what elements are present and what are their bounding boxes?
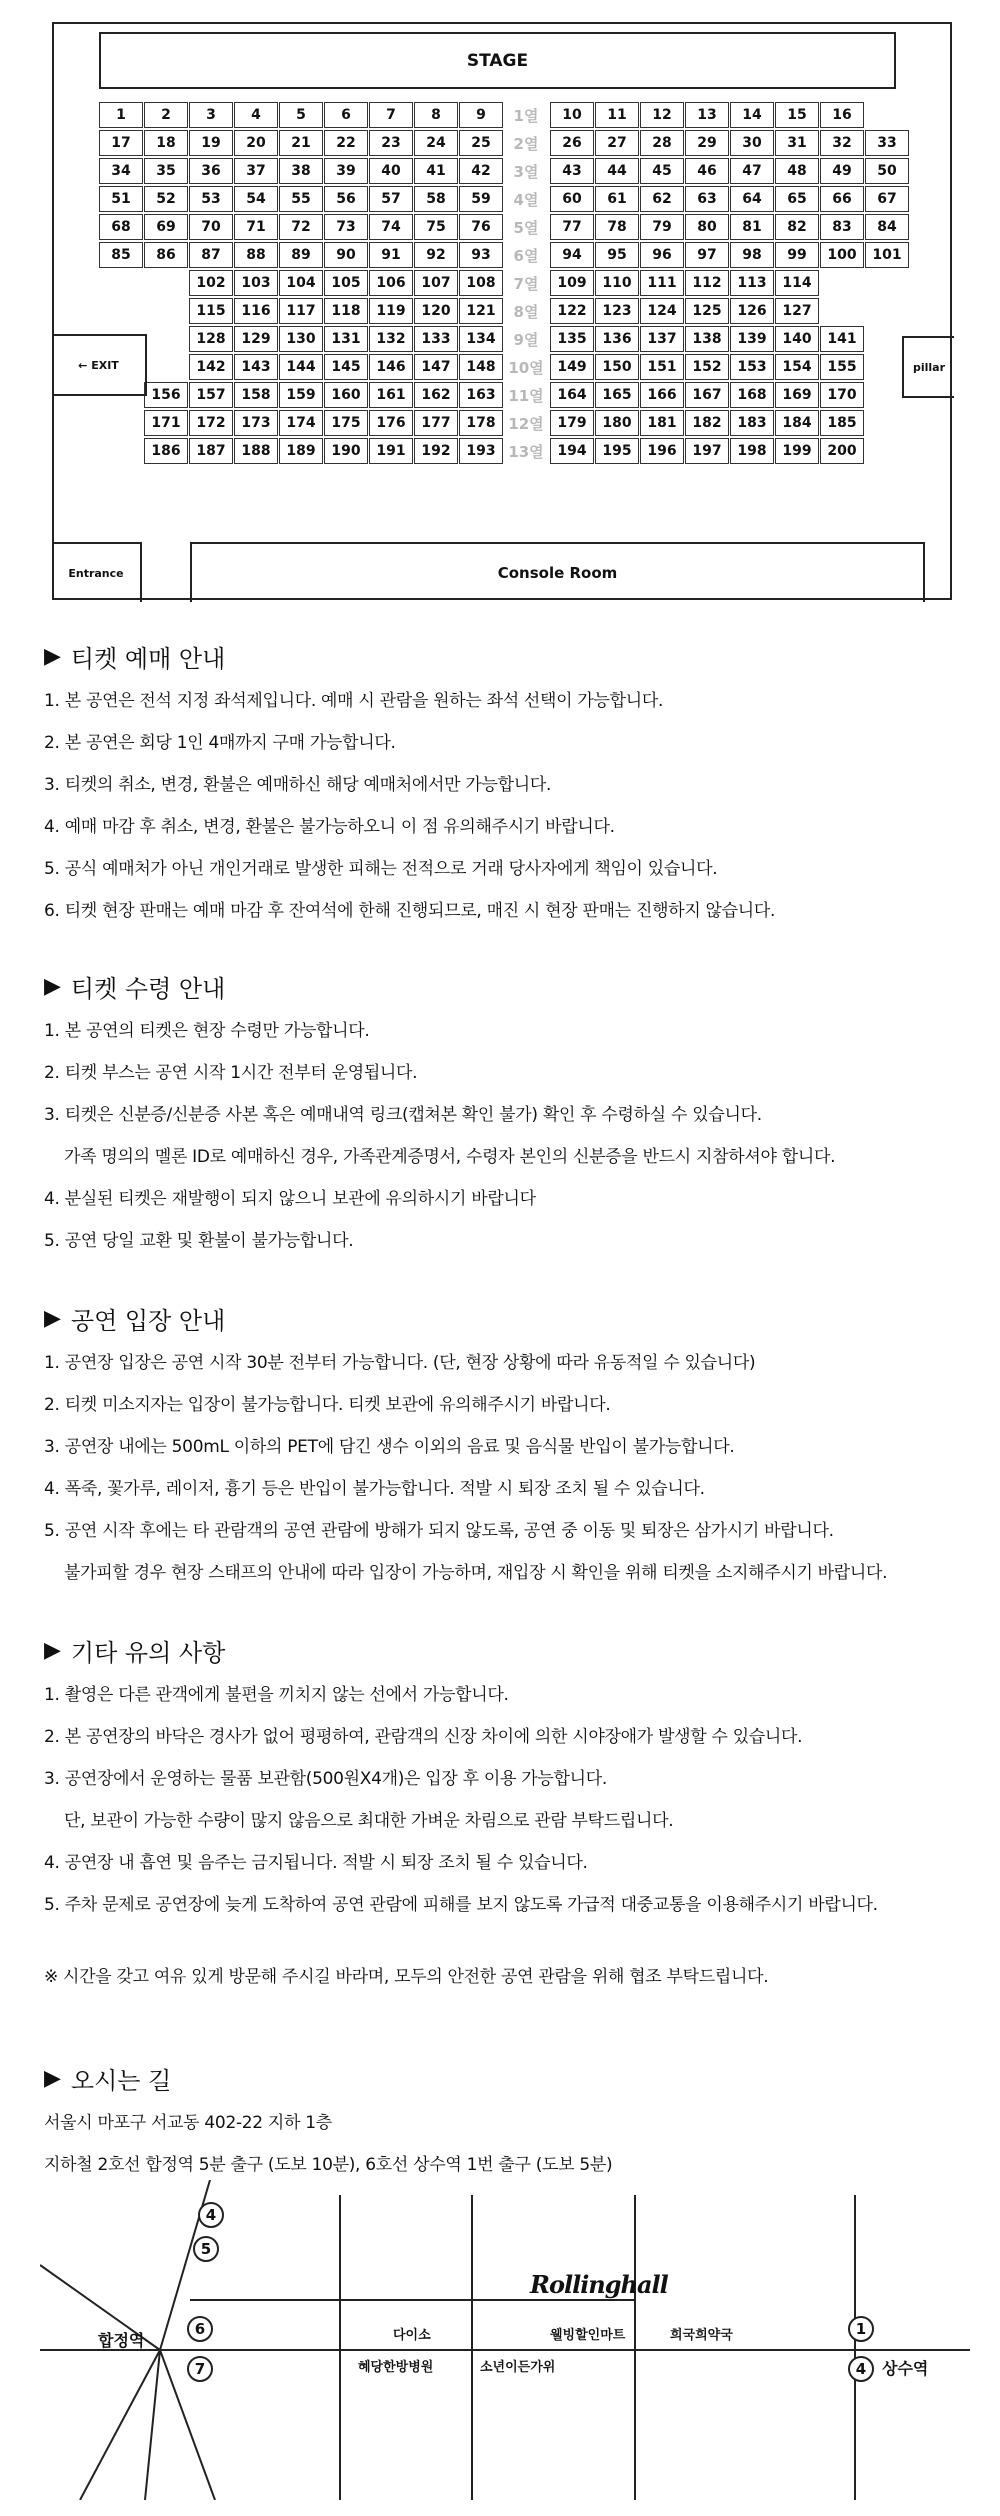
seat: 122	[550, 298, 594, 324]
seat: 132	[369, 326, 413, 352]
pillar-label: pillar	[902, 336, 954, 398]
seat: 56	[324, 186, 368, 212]
seat: 67	[865, 186, 909, 212]
notice-line: 4. 폭죽, 꽃가루, 레이저, 흉기 등은 반입이 불가능합니다. 적발 시 퇴장 조치 될 수 있습니다.	[44, 1479, 705, 1499]
row-label: 11열	[508, 386, 544, 405]
seat: 99	[775, 242, 819, 268]
seat: 100	[820, 242, 864, 268]
exit-label: ← EXIT	[52, 334, 147, 396]
seat: 183	[730, 410, 774, 436]
seat: 160	[324, 382, 368, 408]
seat: 29	[685, 130, 729, 156]
seat: 171	[144, 410, 188, 436]
seat: 35	[144, 158, 188, 184]
notice-line: 3. 공연장에서 운영하는 물품 보관함(500원X4개)은 입장 후 이용 가능합니다.	[44, 1769, 607, 1789]
row-label: 10열	[508, 358, 544, 377]
seat: 144	[279, 354, 323, 380]
seat: 17	[99, 130, 143, 156]
notice-line: 단, 보관이 가능한 수량이 많지 않음으로 최대한 가벼운 차림으로 관람 부탁드립니다.	[64, 1811, 674, 1831]
notice-line: 불가피할 경우 현장 스태프의 안내에 따라 입장이 가능하며, 재입장 시 확인을 위해 티켓을 소지해주시기 바랍니다.	[64, 1563, 888, 1583]
seat: 3	[189, 102, 233, 128]
row-label: 3열	[513, 162, 539, 181]
notice-line: 4. 공연장 내 흡연 및 음주는 금지됩니다. 적발 시 퇴장 조치 될 수 있습니다.	[44, 1853, 588, 1873]
seat: 175	[324, 410, 368, 436]
notice-line: 4. 예매 마감 후 취소, 변경, 환불은 불가능하오니 이 점 유의해주시기 바랍니다.	[44, 817, 615, 837]
seat: 135	[550, 326, 594, 352]
seat: 36	[189, 158, 233, 184]
seat: 114	[775, 270, 819, 296]
seat: 120	[414, 298, 458, 324]
seat: 19	[189, 130, 233, 156]
section-title	[44, 1632, 974, 1668]
seat: 96	[640, 242, 684, 268]
notice-line: 5. 공연 당일 교환 및 환불이 불가능합니다.	[44, 1231, 354, 1251]
admission-section	[44, 1300, 974, 1594]
rollinghall-logo: Rollinghall	[530, 2270, 668, 2299]
seat: 70	[189, 214, 233, 240]
seat: 31	[775, 130, 819, 156]
triangle-icon: ▶	[44, 643, 61, 669]
notice-line: 1. 본 공연은 전석 지정 좌석제입니다. 예매 시 관람을 원하는 좌석 선택이 가능합니다.	[44, 691, 664, 711]
ticket-pickup-section	[44, 968, 974, 1262]
seat: 23	[369, 130, 413, 156]
seat: 119	[369, 298, 413, 324]
seat: 39	[324, 158, 368, 184]
seat: 47	[730, 158, 774, 184]
seat: 150	[595, 354, 639, 380]
seat: 30	[730, 130, 774, 156]
triangle-icon: ▶	[44, 1637, 61, 1663]
seat: 82	[775, 214, 819, 240]
seat: 110	[595, 270, 639, 296]
seat: 65	[775, 186, 819, 212]
daiso-label: 다이소	[393, 2328, 431, 2343]
seat: 95	[595, 242, 639, 268]
seat: 146	[369, 354, 413, 380]
seat: 156	[144, 382, 188, 408]
seat: 126	[730, 298, 774, 324]
seat: 199	[775, 438, 819, 464]
seat: 1	[99, 102, 143, 128]
seat: 177	[414, 410, 458, 436]
notice-line: 2. 본 공연은 회당 1인 4매까지 구매 가능합니다.	[44, 733, 396, 753]
pharmacy-label: 희국희약국	[670, 2328, 733, 2343]
seat: 125	[685, 298, 729, 324]
seat: 101	[865, 242, 909, 268]
seat: 149	[550, 354, 594, 380]
seat: 9	[459, 102, 503, 128]
seat: 93	[459, 242, 503, 268]
seat: 187	[189, 438, 233, 464]
seat: 88	[234, 242, 278, 268]
seat: 103	[234, 270, 278, 296]
seat: 108	[459, 270, 503, 296]
seat: 185	[820, 410, 864, 436]
seat: 5	[279, 102, 323, 128]
row-label: 5열	[513, 218, 539, 237]
seat: 38	[279, 158, 323, 184]
seat: 50	[865, 158, 909, 184]
seat: 60	[550, 186, 594, 212]
seat: 102	[189, 270, 233, 296]
seat: 139	[730, 326, 774, 352]
seat: 54	[234, 186, 278, 212]
seat: 166	[640, 382, 684, 408]
seat: 179	[550, 410, 594, 436]
seat: 21	[279, 130, 323, 156]
map-roads	[40, 2180, 970, 2500]
seat: 79	[640, 214, 684, 240]
row-label: 6열	[513, 246, 539, 265]
seat: 106	[369, 270, 413, 296]
seat: 169	[775, 382, 819, 408]
notice-line: 3. 공연장 내에는 500mL 이하의 PET에 담긴 생수 이외의 음료 및 음식물 반입이 불가능합니다.	[44, 1437, 735, 1457]
seat: 161	[369, 382, 413, 408]
seat: 196	[640, 438, 684, 464]
seat: 78	[595, 214, 639, 240]
seat: 134	[459, 326, 503, 352]
seat: 51	[99, 186, 143, 212]
seat: 42	[459, 158, 503, 184]
notice-line: 2. 티켓 부스는 공연 시작 1시간 전부터 운영됩니다.	[44, 1063, 418, 1083]
seat: 130	[279, 326, 323, 352]
seat: 43	[550, 158, 594, 184]
seat: 81	[730, 214, 774, 240]
seat: 176	[369, 410, 413, 436]
entrance-label: Entrance	[52, 542, 142, 602]
seat: 138	[685, 326, 729, 352]
notice-line: 5. 공연 시작 후에는 타 관람객의 공연 관람에 방해가 되지 않도록, 공연 중 이동 및 퇴장은 삼가시기 바랍니다.	[44, 1521, 834, 1541]
seat: 8	[414, 102, 458, 128]
triangle-icon: ▶	[44, 2065, 61, 2091]
seat: 10	[550, 102, 594, 128]
seat: 113	[730, 270, 774, 296]
seat: 92	[414, 242, 458, 268]
seat: 66	[820, 186, 864, 212]
seat: 24	[414, 130, 458, 156]
seat: 2	[144, 102, 188, 128]
row-label: 2열	[513, 134, 539, 153]
directions-section	[44, 2060, 974, 2186]
exit-number-icon: 4	[198, 2202, 224, 2228]
seat: 198	[730, 438, 774, 464]
seat: 85	[99, 242, 143, 268]
seat: 107	[414, 270, 458, 296]
seat: 124	[640, 298, 684, 324]
seat: 194	[550, 438, 594, 464]
seat: 117	[279, 298, 323, 324]
triangle-icon: ▶	[44, 1305, 61, 1331]
exit-number-icon: 1	[848, 2316, 874, 2342]
row-label: 12열	[508, 414, 544, 433]
sangsu-station-label: 상수역	[882, 2359, 929, 2378]
seat: 74	[369, 214, 413, 240]
seat: 152	[685, 354, 729, 380]
seat: 77	[550, 214, 594, 240]
hospital-label: 혜당한방병원	[358, 2360, 434, 2375]
seat: 145	[324, 354, 368, 380]
seat: 157	[189, 382, 233, 408]
row-label: 7열	[513, 274, 539, 293]
notice-line: 6. 티켓 현장 판매는 예매 마감 후 잔여석에 한해 진행되므로, 매진 시 현장 판매는 진행하지 않습니다.	[44, 901, 776, 921]
seat: 75	[414, 214, 458, 240]
seat: 111	[640, 270, 684, 296]
seat: 33	[865, 130, 909, 156]
seat: 22	[324, 130, 368, 156]
transit-info: 지하철 2호선 합정역 5분 출구 (도보 10분), 6호선 상수역 1번 출구 (도보 5분)	[44, 2155, 613, 2175]
seat: 173	[234, 410, 278, 436]
notice-line: 3. 티켓은 신분증/신분증 사본 혹은 예매내역 링크(캡쳐본 확인 불가) 확인 후 수령하실 수 있습니다.	[44, 1105, 762, 1125]
seat: 94	[550, 242, 594, 268]
triangle-icon: ▶	[44, 973, 61, 999]
notice-line: 3. 티켓의 취소, 변경, 환불은 예매하신 해당 예매처에서만 가능합니다.	[44, 775, 552, 795]
seat: 58	[414, 186, 458, 212]
seat: 71	[234, 214, 278, 240]
closing-note: ※ 시간을 갖고 여유 있게 방문해 주시길 바라며, 모두의 안전한 공연 관람을 위해 협조 부탁드립니다.	[44, 1967, 769, 1987]
seat: 12	[640, 102, 684, 128]
seat: 44	[595, 158, 639, 184]
seat: 128	[189, 326, 233, 352]
exit-number-icon: 7	[187, 2356, 213, 2382]
seat: 182	[685, 410, 729, 436]
seat: 34	[99, 158, 143, 184]
seat: 200	[820, 438, 864, 464]
exit-number-icon: 6	[187, 2316, 213, 2342]
seat: 59	[459, 186, 503, 212]
seat: 197	[685, 438, 729, 464]
seat: 83	[820, 214, 864, 240]
seat: 73	[324, 214, 368, 240]
seat: 86	[144, 242, 188, 268]
seat: 41	[414, 158, 458, 184]
seat: 32	[820, 130, 864, 156]
seat: 131	[324, 326, 368, 352]
seat: 148	[459, 354, 503, 380]
seat: 165	[595, 382, 639, 408]
seats-layer	[54, 24, 950, 598]
seat: 40	[369, 158, 413, 184]
seat: 133	[414, 326, 458, 352]
seat: 147	[414, 354, 458, 380]
seat: 49	[820, 158, 864, 184]
notice-line: 5. 주차 문제로 공연장에 늦게 도착하여 공연 관람에 피해를 보지 않도록 가급적 대중교통을 이용해주시기 바랍니다.	[44, 1895, 878, 1915]
exit-number-icon: 5	[193, 2236, 219, 2262]
exit-number-icon: 4	[848, 2356, 874, 2382]
section-title	[44, 1300, 974, 1336]
seat: 52	[144, 186, 188, 212]
seat: 153	[730, 354, 774, 380]
seat: 188	[234, 438, 278, 464]
seat: 84	[865, 214, 909, 240]
seat: 140	[775, 326, 819, 352]
seat: 129	[234, 326, 278, 352]
youth-label: 소년이든가위	[480, 2360, 556, 2375]
seat: 97	[685, 242, 729, 268]
seat: 6	[324, 102, 368, 128]
stage: STAGE	[99, 32, 896, 89]
ticket-booking-section	[44, 638, 974, 932]
seat: 193	[459, 438, 503, 464]
address: 서울시 마포구 서교동 402-22 지하 1층	[44, 2113, 332, 2133]
seat: 170	[820, 382, 864, 408]
seat: 76	[459, 214, 503, 240]
seat: 62	[640, 186, 684, 212]
seat: 64	[730, 186, 774, 212]
seat: 18	[144, 130, 188, 156]
row-label: 13열	[508, 442, 544, 461]
seat: 16	[820, 102, 864, 128]
seat: 137	[640, 326, 684, 352]
seat: 154	[775, 354, 819, 380]
seat: 115	[189, 298, 233, 324]
notice-line: 가족 명의의 멜론 ID로 예매하신 경우, 가족관계증명서, 수령자 본인의 신분증을 반드시 지참하셔야 합니다.	[64, 1147, 836, 1167]
seat: 87	[189, 242, 233, 268]
seat: 118	[324, 298, 368, 324]
seat: 159	[279, 382, 323, 408]
seat: 164	[550, 382, 594, 408]
seat: 151	[640, 354, 684, 380]
row-label: 8열	[513, 302, 539, 321]
seat: 104	[279, 270, 323, 296]
notice-line: 2. 본 공연장의 바닥은 경사가 없어 평평하여, 관람객의 신장 차이에 의한 시야장애가 발생할 수 있습니다.	[44, 1727, 803, 1747]
mart-label: 웰빙할인마트	[550, 2328, 626, 2343]
seat: 45	[640, 158, 684, 184]
seat: 20	[234, 130, 278, 156]
seat: 57	[369, 186, 413, 212]
seat: 116	[234, 298, 278, 324]
seat: 192	[414, 438, 458, 464]
seat: 26	[550, 130, 594, 156]
seat: 69	[144, 214, 188, 240]
seat: 109	[550, 270, 594, 296]
seat: 167	[685, 382, 729, 408]
seat: 15	[775, 102, 819, 128]
seat: 178	[459, 410, 503, 436]
section-title-text: 티켓 수령 안내	[70, 974, 226, 1003]
seat: 127	[775, 298, 819, 324]
row-label: 9열	[513, 330, 539, 349]
section-title-text: 기타 유의 사항	[70, 1638, 226, 1667]
seat: 4	[234, 102, 278, 128]
row-label: 4열	[513, 190, 539, 209]
seat: 123	[595, 298, 639, 324]
seat: 89	[279, 242, 323, 268]
console-room-label: Console Room	[190, 542, 925, 602]
seat: 14	[730, 102, 774, 128]
seat: 143	[234, 354, 278, 380]
seat: 55	[279, 186, 323, 212]
seat: 105	[324, 270, 368, 296]
seat: 174	[279, 410, 323, 436]
section-title	[44, 2060, 974, 2096]
seat: 72	[279, 214, 323, 240]
seat: 191	[369, 438, 413, 464]
seat: 37	[234, 158, 278, 184]
seat: 163	[459, 382, 503, 408]
seat: 136	[595, 326, 639, 352]
seat: 25	[459, 130, 503, 156]
section-title	[44, 638, 974, 674]
seat: 162	[414, 382, 458, 408]
other-notes-section	[44, 1632, 974, 1926]
seat: 172	[189, 410, 233, 436]
seat: 91	[369, 242, 413, 268]
notice-line: 5. 공식 예매처가 아닌 개인거래로 발생한 피해는 전적으로 거래 당사자에게 책임이 있습니다.	[44, 859, 718, 879]
notice-line: 1. 본 공연의 티켓은 현장 수령만 가능합니다.	[44, 1021, 370, 1041]
section-title-text: 공연 입장 안내	[70, 1306, 226, 1335]
hapjeong-station-label: 합정역	[98, 2331, 145, 2350]
seat: 46	[685, 158, 729, 184]
notice-line: 4. 분실된 티켓은 재발행이 되지 않으니 보관에 유의하시기 바랍니다	[44, 1189, 536, 1209]
seat: 184	[775, 410, 819, 436]
seat: 7	[369, 102, 413, 128]
seating-chart	[52, 22, 952, 600]
seat: 168	[730, 382, 774, 408]
seat: 68	[99, 214, 143, 240]
seat: 158	[234, 382, 278, 408]
seat: 98	[730, 242, 774, 268]
directions-map	[40, 2180, 970, 2500]
seat: 27	[595, 130, 639, 156]
seat: 80	[685, 214, 729, 240]
row-label: 1열	[513, 106, 539, 125]
notice-line: 1. 촬영은 다른 관객에게 불편을 끼치지 않는 선에서 가능합니다.	[44, 1685, 509, 1705]
section-title-text: 티켓 예매 안내	[70, 644, 226, 673]
seat: 63	[685, 186, 729, 212]
seat: 11	[595, 102, 639, 128]
seat: 141	[820, 326, 864, 352]
seat: 13	[685, 102, 729, 128]
seat: 180	[595, 410, 639, 436]
seat: 142	[189, 354, 233, 380]
notice-line: 2. 티켓 미소지자는 입장이 불가능합니다. 티켓 보관에 유의해주시기 바랍니다.	[44, 1395, 611, 1415]
seat: 53	[189, 186, 233, 212]
notice-line: 1. 공연장 입장은 공연 시작 30분 전부터 가능합니다. (단, 현장 상황에 따라 유동적일 수 있습니다)	[44, 1353, 756, 1373]
seat: 189	[279, 438, 323, 464]
seat: 28	[640, 130, 684, 156]
seat: 121	[459, 298, 503, 324]
seat: 195	[595, 438, 639, 464]
seat: 186	[144, 438, 188, 464]
section-title-text: 오시는 길	[70, 2066, 172, 2095]
seat: 48	[775, 158, 819, 184]
seat: 155	[820, 354, 864, 380]
seat: 181	[640, 410, 684, 436]
seat: 190	[324, 438, 368, 464]
section-title	[44, 968, 974, 1004]
seat: 61	[595, 186, 639, 212]
seat: 90	[324, 242, 368, 268]
seat: 112	[685, 270, 729, 296]
